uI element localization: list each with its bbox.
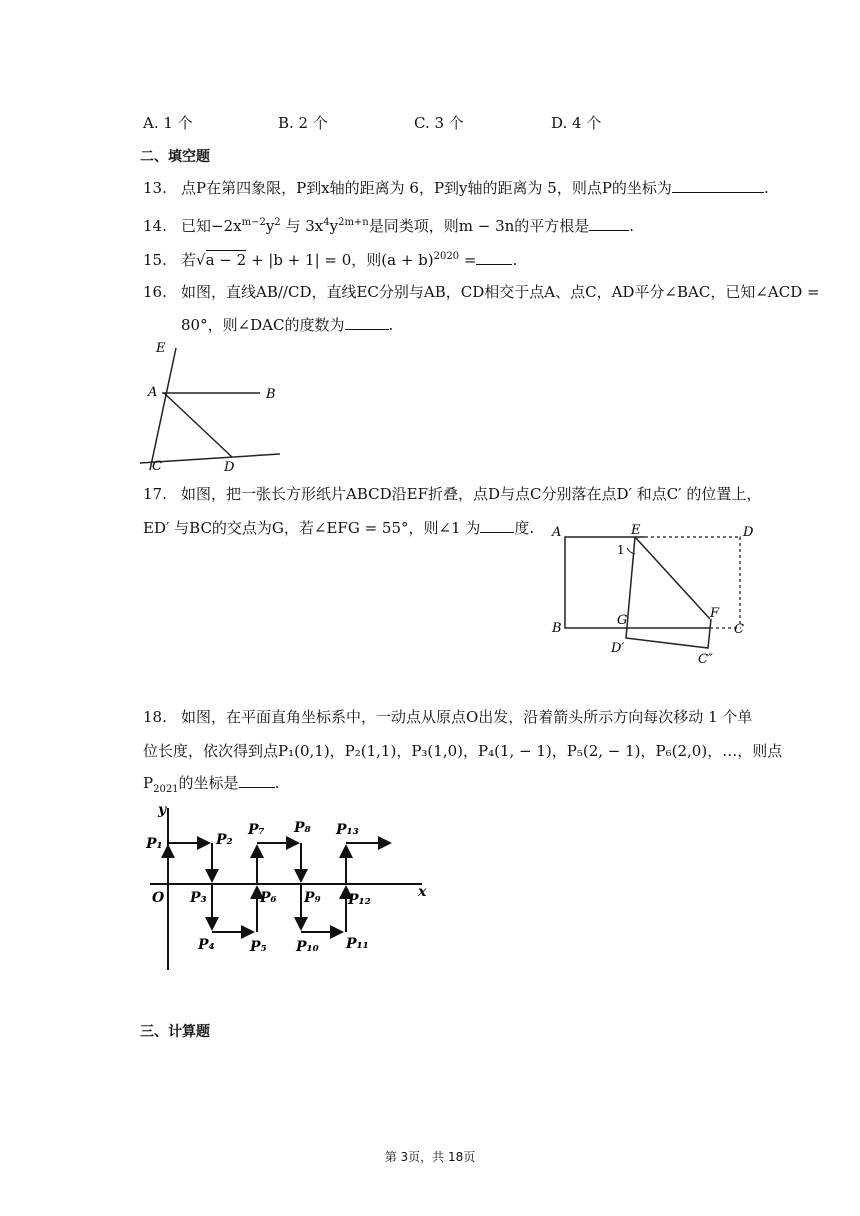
label-f: F bbox=[710, 606, 720, 621]
label-g: G bbox=[617, 613, 628, 628]
exponent: 4 bbox=[323, 217, 330, 228]
section-title-calculation: 三、计算题 bbox=[140, 1024, 210, 1040]
question-text: ED′ 与BC的交点为G，若∠EFG = 55°，则∠1 为 bbox=[143, 519, 481, 537]
question-text: 点P在第四象限，P到x轴的距离为 6，P到y轴的距离为 5，则点P的坐标为 bbox=[181, 179, 672, 197]
question-text: 位长度，依次得到点P₁(0,1)，P₂(1,1)，P₃(1,0)，P₄(1, − 1)，P₅(2, − 1)，P₆(2,0)，…，则点 bbox=[143, 742, 783, 760]
question-number: 18. bbox=[143, 708, 167, 726]
question-number: 16. bbox=[143, 283, 167, 301]
question-text: y bbox=[265, 217, 275, 235]
question-text: + |b + 1| = 0，则(a + b) bbox=[246, 251, 434, 269]
question-text: 度. bbox=[514, 519, 535, 537]
question-number: 14. bbox=[143, 217, 167, 235]
label-e: E bbox=[631, 523, 641, 538]
label-o: O bbox=[152, 890, 165, 906]
label-p7: P₇ bbox=[248, 822, 265, 838]
question-17-line1 bbox=[143, 484, 761, 504]
label-p8: P₈ bbox=[294, 820, 311, 836]
exponent: 2 bbox=[274, 217, 281, 228]
label-x: x bbox=[418, 884, 427, 900]
figure-q16 bbox=[130, 338, 290, 478]
answer-blank bbox=[476, 250, 512, 265]
label-p1: P₁ bbox=[146, 836, 163, 852]
folded-flap bbox=[626, 537, 711, 648]
exponent: 2m+n bbox=[338, 217, 369, 228]
label-p5: P₅ bbox=[250, 939, 267, 955]
label-p2: P₂ bbox=[216, 832, 233, 848]
subscript: 2021 bbox=[153, 784, 179, 795]
choice-d: D. 4 个 bbox=[551, 114, 602, 132]
question-17-line2 bbox=[143, 518, 534, 538]
label-e: E bbox=[156, 341, 166, 356]
answer-blank bbox=[345, 315, 389, 330]
question-text: 已知−2x bbox=[181, 217, 242, 235]
label-p12: P₁₂ bbox=[348, 892, 371, 908]
label-b: B bbox=[266, 387, 276, 402]
label-p13: P₁₃ bbox=[336, 822, 359, 838]
question-18-line3: $P_{2021}$的坐标是 . bbox=[143, 774, 280, 795]
question-text: 如图，直线AB//CD，直线EC分别与AB，CD相交于点A、点C，AD平分∠BAC，已知∠ACD = bbox=[181, 283, 820, 301]
question-number: 13. bbox=[143, 179, 167, 197]
question-text: 如图，在平面直角坐标系中，一动点从原点O出发，沿着箭头所示方向每次移动 1 个单 bbox=[181, 708, 753, 726]
fold-line-ef bbox=[635, 537, 710, 619]
label-c: C bbox=[152, 459, 162, 474]
question-18-line1 bbox=[143, 707, 752, 727]
question-text: 如图，把一张长方形纸片ABCD沿EF折叠，点D与点C分别落在点D′ 和点C′ 的位置上， bbox=[181, 485, 762, 503]
label-p6: P₆ bbox=[260, 890, 277, 906]
label-angle-1: 1 bbox=[617, 543, 625, 557]
question-number: 15. bbox=[143, 251, 167, 269]
question-text: 是同类项，则m − 3n的平方根是 bbox=[368, 217, 590, 235]
answer-blank bbox=[239, 773, 275, 788]
answer-blank bbox=[589, 216, 629, 231]
choice-a: A. 1 个 bbox=[143, 114, 193, 132]
question-16-line1 bbox=[143, 282, 820, 302]
line-ec bbox=[150, 348, 176, 470]
question-text: 若 bbox=[181, 251, 197, 269]
label-d-prime: D′ bbox=[611, 641, 625, 656]
exponent: 2020 bbox=[433, 251, 460, 262]
answer-blank bbox=[672, 178, 764, 193]
label-p4: P₄ bbox=[198, 937, 215, 953]
answer-blank bbox=[480, 518, 514, 533]
question-number: 17. bbox=[143, 485, 167, 503]
choice-b: B. 2 个 bbox=[278, 114, 328, 132]
label-a: A bbox=[148, 385, 158, 400]
question-text: = bbox=[459, 251, 477, 269]
label-y: y bbox=[158, 802, 167, 818]
radicand: a − 2 bbox=[205, 251, 247, 269]
question-text: 的坐标是 bbox=[178, 774, 239, 792]
question-15: 15. 若√a − 2 + |b + 1| = 0，则$(a + b)^{2020}$ = . bbox=[143, 251, 518, 269]
label-c: C bbox=[734, 622, 744, 637]
figure-q18 bbox=[140, 798, 440, 978]
section-title-fill-blank: 二、填空题 bbox=[140, 149, 210, 165]
question-16-line2: 80°，则∠DAC的度数为 . bbox=[181, 316, 394, 334]
exponent: m−2 bbox=[241, 217, 266, 228]
label-p3: P₃ bbox=[190, 890, 207, 906]
label-b: B bbox=[552, 621, 562, 636]
label-p10: P₁₀ bbox=[296, 939, 319, 955]
question-13: 13. 点P在第四象限，P到x轴的距离为 6，P到y轴的距离为 5，则点P的坐标为 . bbox=[143, 179, 769, 197]
label-d: D bbox=[224, 460, 235, 475]
question-text: 80°，则∠DAC的度数为 bbox=[181, 316, 345, 334]
label-c-prime: C″ bbox=[698, 652, 713, 667]
question-text: P bbox=[143, 774, 154, 792]
question-18-line2 bbox=[143, 741, 782, 761]
label-d: D bbox=[743, 525, 754, 540]
label-p11: P₁₁ bbox=[346, 936, 369, 952]
question-text: y bbox=[329, 217, 339, 235]
question-text: 与 3x bbox=[280, 217, 324, 235]
label-p9: P₉ bbox=[304, 890, 321, 906]
line-ad bbox=[164, 393, 232, 457]
label-a: A bbox=[552, 525, 562, 540]
page-footer: 第 3页，共 18页 bbox=[384, 1150, 476, 1164]
figure-q17 bbox=[545, 520, 760, 670]
question-14: 14. 已知$-2x^{m-2}y^2$ 与 $3x^4y^{2m+n}$是同类项，则m − 3n的平方根是 . bbox=[143, 217, 635, 235]
choice-c: C. 3 个 bbox=[414, 114, 464, 132]
